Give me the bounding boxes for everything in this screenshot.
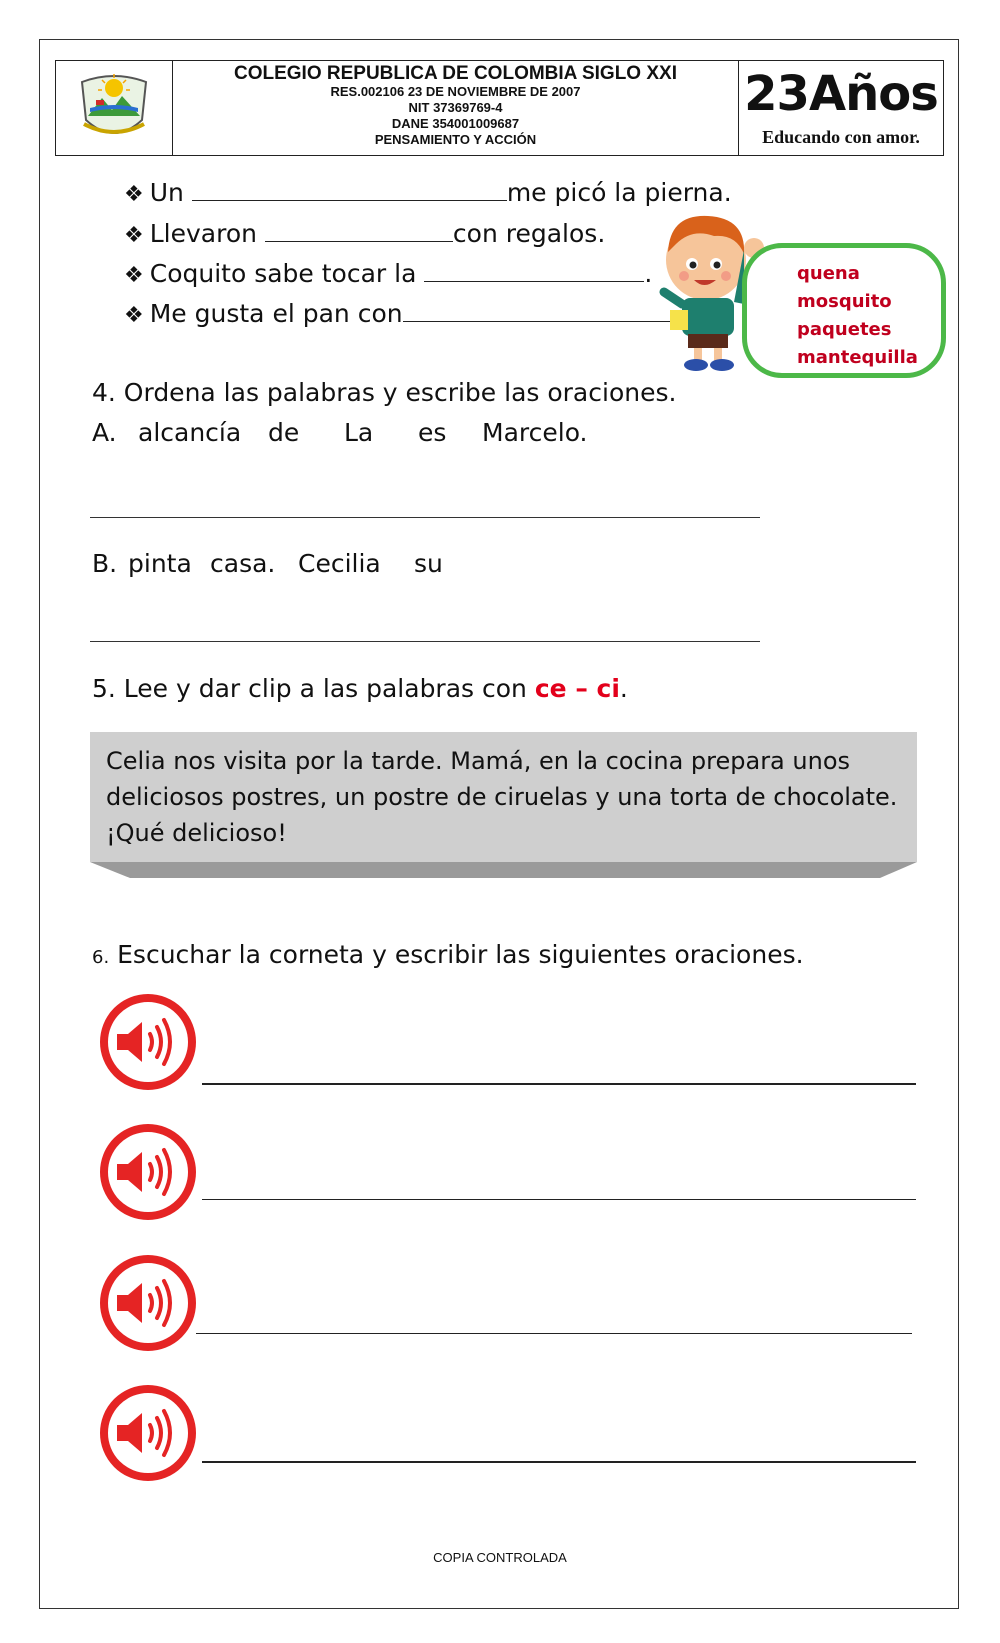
speaker-icon[interactable] — [98, 1122, 198, 1222]
blank-line[interactable] — [424, 259, 644, 282]
word-bank-item: mosquito — [797, 291, 892, 312]
school-logo — [56, 61, 173, 155]
sentence-before: Llevaron — [149, 219, 265, 248]
scrambled-word: pinta — [128, 549, 192, 578]
diamond-bullet-icon: ❖ — [124, 182, 144, 207]
dane-text: DANE 354001009687 — [391, 116, 520, 131]
word-bank-item: quena — [797, 263, 860, 284]
blank-line[interactable] — [192, 178, 507, 201]
blank-line[interactable] — [265, 219, 453, 242]
fill-sentence-2 — [124, 219, 605, 248]
blank-line[interactable] — [403, 299, 685, 322]
word-bank-item: paquetes — [797, 319, 892, 340]
word-bank — [742, 243, 946, 378]
document-header — [55, 60, 944, 156]
answer-line-3[interactable] — [196, 1333, 912, 1334]
diamond-bullet-icon: ❖ — [124, 223, 144, 248]
section-6-title-text: Escuchar la corneta y escribir las siguientes oraciones. — [117, 940, 804, 969]
fill-sentence-4 — [124, 299, 693, 328]
speaker-icon[interactable] — [98, 1253, 198, 1353]
fill-sentence-3 — [124, 259, 652, 288]
motto-text: PENSAMIENTO Y ACCIÓN — [374, 132, 537, 147]
sentence-before: Coquito sabe tocar la — [149, 259, 425, 288]
section-6-number: 6. — [92, 947, 110, 968]
scrambled-word: La — [344, 418, 374, 447]
scrambled-word: Cecilia — [298, 549, 381, 578]
scrambled-word: es — [418, 418, 447, 447]
sentence-after: me picó la pierna. — [506, 178, 732, 207]
diamond-bullet-icon: ❖ — [124, 263, 144, 288]
sentence-before: Un — [149, 178, 192, 207]
years-badge: 23Años — [744, 66, 938, 122]
answer-line-1[interactable] — [202, 1083, 916, 1085]
section-5-title-suffix: . — [619, 674, 628, 703]
item-b-label: B. — [92, 549, 118, 578]
scrambled-word: casa. — [210, 549, 276, 578]
fill-sentence-1 — [124, 178, 732, 207]
section-6-title — [92, 940, 804, 969]
school-name: COLEGIO REPUBLICA DE COLOMBIA SIGLO XXI — [233, 63, 677, 84]
scrambled-word: alcancía — [138, 418, 242, 447]
scrambled-word: su — [414, 549, 443, 578]
nit-text: NIT 37369769-4 — [408, 100, 503, 115]
footer-text: COPIA CONTROLADA — [433, 1550, 567, 1565]
sentence-after: con regalos. — [452, 219, 606, 248]
scrambled-word: Marcelo. — [482, 418, 588, 447]
section-5-title-text: 5. Lee y dar clip a las palabras con — [92, 674, 535, 703]
scrambled-word: de — [268, 418, 300, 447]
tagline: Educando con amor. — [762, 127, 920, 147]
story-box-shadow — [90, 862, 917, 878]
diamond-bullet-icon: ❖ — [124, 303, 144, 328]
story-text-box[interactable]: Celia nos visita por la tarde. Mamá, en la cocina prepara unos deliciosos postres, un postre de ciruelas y una torta de chocolate. ¡Qué delicioso! — [90, 732, 917, 862]
speaker-icon[interactable] — [98, 992, 198, 1092]
section-5-highlight: ce – ci — [534, 674, 620, 703]
speaker-icon[interactable] — [98, 1383, 198, 1483]
word-bank-item: mantequilla — [797, 347, 918, 368]
item-a-label: A. — [92, 418, 117, 447]
answer-line-4[interactable] — [202, 1461, 916, 1463]
section-5-title — [92, 674, 628, 703]
answer-line-2[interactable] — [202, 1199, 916, 1200]
section-4-title: 4. Ordena las palabras y escribe las oraciones. — [92, 378, 677, 407]
answer-line-b[interactable] — [90, 641, 760, 642]
sentence-after: . — [644, 259, 653, 288]
resolution-text: RES.002106 23 DE NOVIEMBRE DE 2007 — [330, 84, 581, 99]
answer-line-a[interactable] — [90, 517, 760, 518]
school-crest-icon — [76, 68, 152, 148]
sentence-before: Me gusta el pan con — [149, 299, 403, 328]
